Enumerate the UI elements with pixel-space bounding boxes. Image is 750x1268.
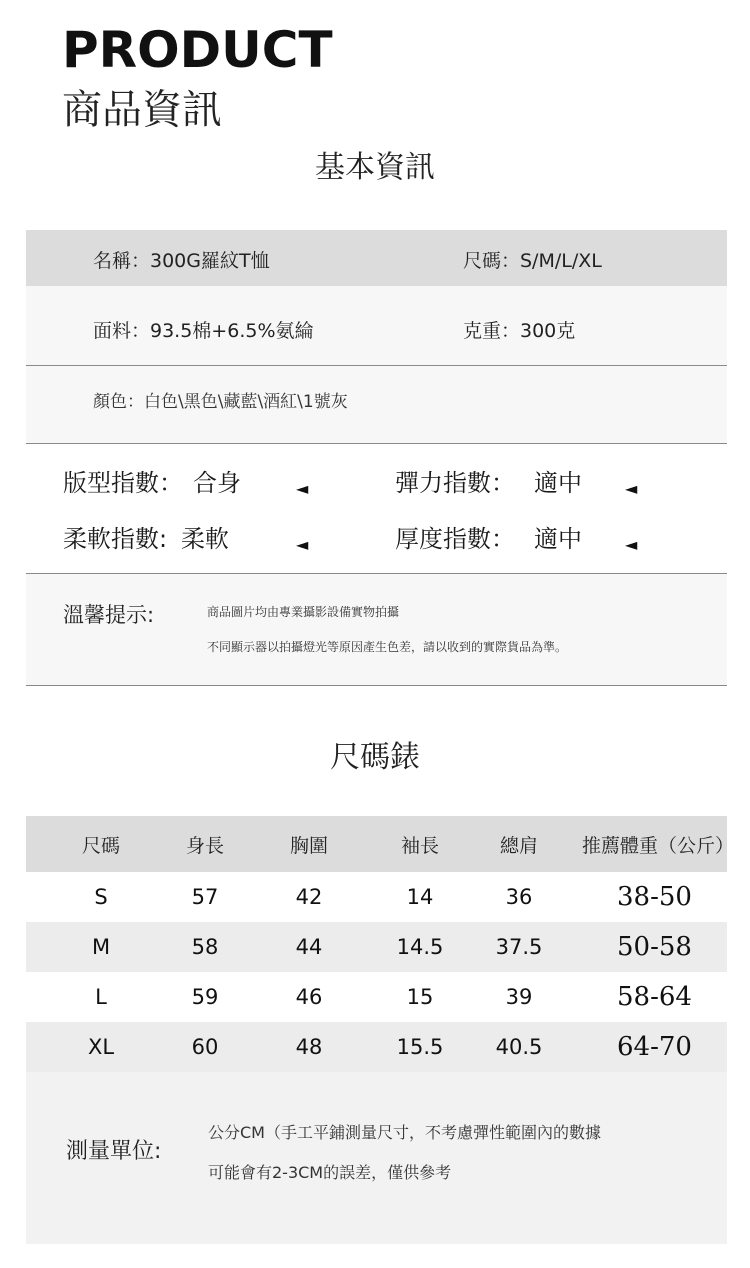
fit-index-label: 版型指數： xyxy=(63,469,183,497)
table-cell: M xyxy=(91,935,111,959)
table-cell: 44 xyxy=(295,935,323,959)
table-cell: 58 xyxy=(191,935,219,959)
table-cell: 46 xyxy=(295,985,323,1009)
product-fabric: 面料：93.5棉+6.5%氨綸 xyxy=(93,320,314,342)
table-cell: 39 xyxy=(505,985,533,1009)
table-cell: 60 xyxy=(191,1035,219,1059)
product-weight: 克重：300克 xyxy=(463,320,576,342)
table-cell: 14 xyxy=(406,885,434,909)
measurement-unit-panel xyxy=(26,1072,727,1244)
unit-label: 測量單位: xyxy=(66,1139,162,1164)
softness-index-value: 柔軟 xyxy=(181,525,229,553)
product-heading: PRODUCT xyxy=(62,21,333,79)
table-header-cell: 推薦體重（公斤） xyxy=(582,834,735,857)
info-row-color xyxy=(26,366,727,444)
fit-index-value: 合身 xyxy=(193,469,241,497)
info-row-indices xyxy=(26,444,727,574)
table-cell: 15 xyxy=(406,985,434,1009)
product-name: 名稱：300G羅紋T恤 xyxy=(93,250,270,272)
left-arrow-icon: ◄ xyxy=(625,535,638,554)
table-cell: 38-50 xyxy=(617,882,692,912)
softness-index-label: 柔軟指數: xyxy=(63,525,168,553)
thickness-index-value: 適中 xyxy=(534,525,582,553)
table-cell: L xyxy=(95,985,107,1009)
elastic-index-value: 適中 xyxy=(534,469,582,497)
table-header-cell: 袖長 xyxy=(400,834,439,857)
note-line: 不同顯示器以拍攝燈光等原因產生色差，請以收到的實際貨品為準。 xyxy=(207,640,568,654)
table-cell: 42 xyxy=(295,885,323,909)
table-cell: 40.5 xyxy=(495,1035,543,1059)
table-cell: 57 xyxy=(191,885,219,909)
table-cell: 50-58 xyxy=(617,932,692,962)
table-cell: 37.5 xyxy=(495,935,543,959)
size-table xyxy=(26,816,735,1072)
table-cell: 64-70 xyxy=(617,1032,692,1062)
basic-info-title: 基本資訊 xyxy=(315,150,435,185)
size-chart-title: 尺碼錶 xyxy=(330,740,420,775)
table-cell: XL xyxy=(87,1035,115,1059)
table-header-cell: 身長 xyxy=(185,834,224,857)
note-line: 商品圖片均由專業攝影設備實物拍攝 xyxy=(207,605,400,619)
basic-info-panel xyxy=(26,230,727,686)
elastic-index-label: 彈力指數： xyxy=(395,469,515,497)
table-cell: 59 xyxy=(191,985,219,1009)
table-header-cell: 胸圍 xyxy=(289,834,328,857)
product-colors: 顏色：白色\黑色\藏藍\酒紅\1號灰 xyxy=(93,392,348,412)
unit-note-line: 可能會有2-3CM的誤差，僅供參考 xyxy=(208,1163,452,1182)
table-cell: 48 xyxy=(295,1035,323,1059)
product-subheading: 商品資訊 xyxy=(62,87,222,133)
table-cell: S xyxy=(94,885,108,909)
table-row xyxy=(26,922,727,972)
table-cell: 15.5 xyxy=(396,1035,444,1059)
table-row xyxy=(26,972,727,1022)
product-sizes: 尺碼：S/M/L/XL xyxy=(463,250,602,272)
table-cell: 14.5 xyxy=(396,935,444,959)
thickness-index-label: 厚度指數： xyxy=(395,525,515,553)
left-arrow-icon: ◄ xyxy=(296,535,309,554)
table-row xyxy=(26,1022,727,1072)
info-row-name xyxy=(26,230,727,286)
note-label: 溫馨提示: xyxy=(63,603,155,627)
info-row-note xyxy=(26,574,727,686)
info-row-fabric xyxy=(26,286,727,366)
table-row xyxy=(26,872,727,922)
table-cell: 36 xyxy=(505,885,533,909)
table-header-row xyxy=(26,816,727,872)
table-cell: 58-64 xyxy=(617,982,692,1012)
unit-note-line: 公分CM（手工平鋪測量尺寸，不考慮彈性範圍內的數據 xyxy=(208,1123,601,1142)
table-header-cell: 總肩 xyxy=(499,834,538,857)
table-header-cell: 尺碼 xyxy=(81,834,120,857)
left-arrow-icon: ◄ xyxy=(625,479,638,498)
left-arrow-icon: ◄ xyxy=(296,479,309,498)
